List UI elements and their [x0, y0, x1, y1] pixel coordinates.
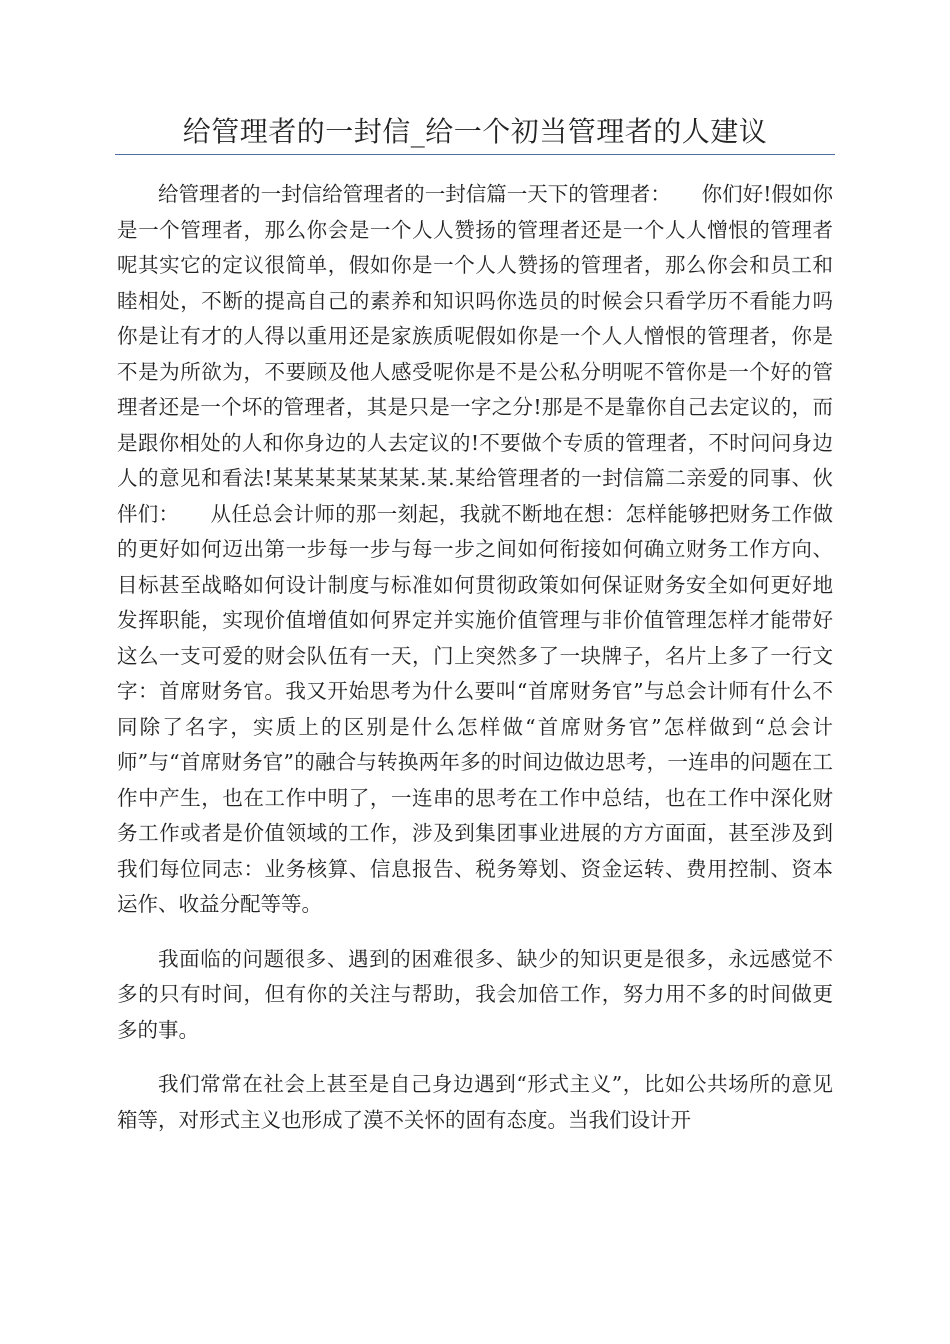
paragraph-2: 我面临的问题很多、遇到的困难很多、缺少的知识更是很多，永远感觉不多的只有时间，但有你的关注与帮助，我会加倍工作，努力用不多的时间做更多的事。: [117, 946, 833, 1042]
document-title: 给管理者的一封信_给一个初当管理者的人建议: [182, 115, 768, 148]
title-underline: [115, 154, 835, 155]
document-body: [117, 177, 833, 1138]
paragraph-1: 给管理者的一封信给管理者的一封信篇一天下的管理者： 你们好!假如你是一个管理者，那么你会是一个人人赞扬的管理者还是一个人人憎恨的管理者呢其实它的定议很简单，假如你是一个人人赞扬的管理者，那么你会和员工和睦相处，不断的提高自己的素养和知识吗你选员的时候会只看学历不看能力吗你是让有才的人得以重用还是家族质呢假如你是一个人人憎恨的管理者，你是不是为所欲为，不要顾及他人感受呢你是不是公私分明呢不管你是一个好的管理者还是一个坏的管理者，其是只是一字之分!那是不是靠你自己去定议的，而是跟你相处的人和你身边的人去定议的!不要做个专质的管理者，不时问问身边人的意见和看法!某某某某某某某.某.某给管理者的一封信篇二亲爱的同事、伙伴们： 从任总会计师的那一刻起，我就不断地在想：怎样能够把财务工作做的更好如何迈出第一步每一步与每一步之间如何衔接如何确立财务工作方向、目标甚至战略如何设计制度与标准如何贯彻政策如何保证财务安全如何更好地发挥职能，实现价值增值如何界定并实施价值管理与非价值管理怎样才能带好这么一支可爱的财会队伍有一天，门上突然多了一块牌子，名片上多了一行文字：首席财务官。我又开始思考为什么要叫“首席财务官”与总会计师有什么不同除了名字，实质上的区别是什么怎样做“首席财务官”怎样做到“总会计师”与“首席财务官”的融合与转换两年多的时间边做边思考，一连串的问题在工作中产生，也在工作中明了，一连串的思考在工作中总结，也在工作中深化财务工作或者是价值领域的工作，涉及到集团事业进展的方方面面，甚至涉及到我们每位同志：业务核算、信息报告、税务筹划、资金运转、费用控制、资本运作、收益分配等等。: [117, 182, 833, 916]
paragraph-3: 我们常常在社会上甚至是自己身边遇到“形式主义”，比如公共场所的意见箱等，对形式主义也形成了漠不关怀的固有态度。当我们设计开: [117, 1072, 833, 1132]
